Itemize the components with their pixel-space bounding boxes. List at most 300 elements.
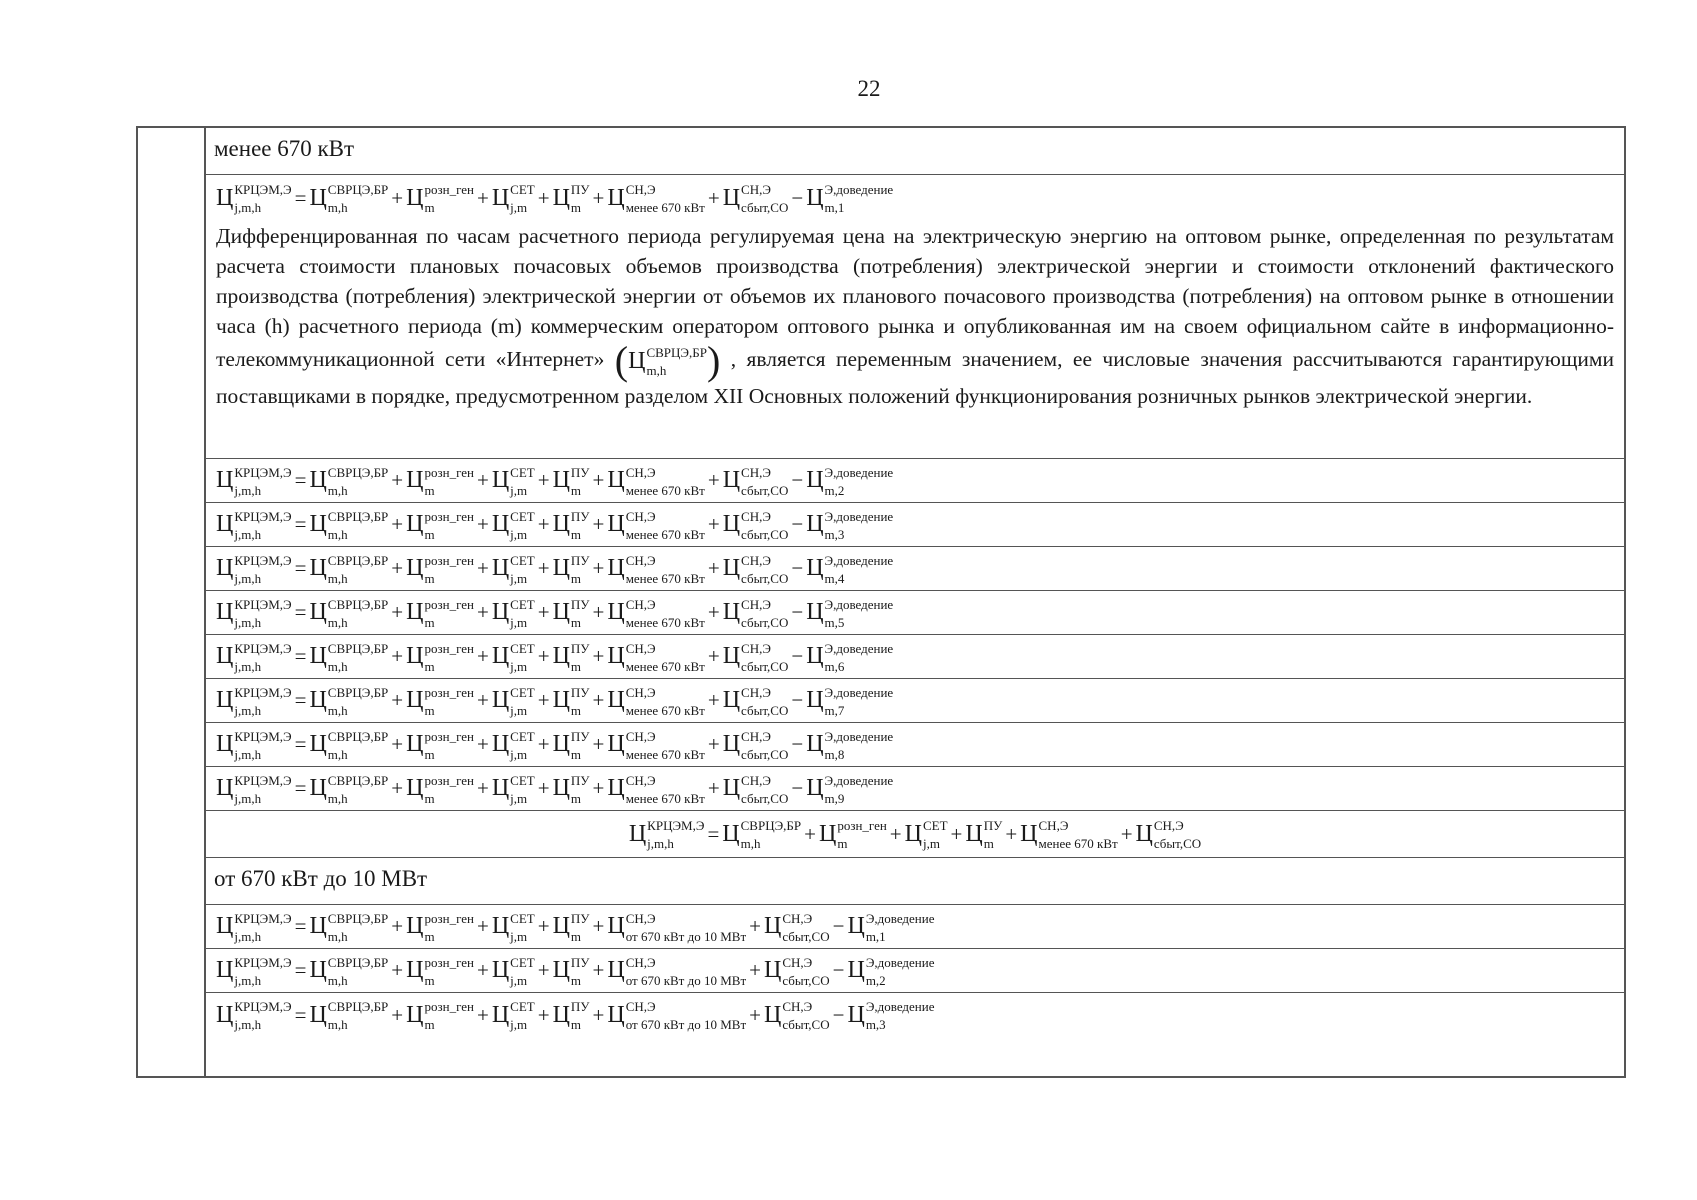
- superscript: СЕТ: [510, 772, 535, 788]
- operator: +: [592, 958, 605, 982]
- tariff-table: [136, 126, 1626, 1078]
- price-symbol: Ц: [309, 643, 327, 669]
- price-term: [406, 910, 474, 944]
- price-symbol: Ц: [309, 555, 327, 581]
- superscript: СЕТ: [510, 999, 535, 1014]
- subscript: m,h: [327, 972, 348, 988]
- price-symbol: Ц: [216, 687, 234, 713]
- superscript: розн_ген: [424, 954, 474, 970]
- description-text: [206, 221, 1624, 411]
- price-symbol: Ц: [607, 913, 625, 939]
- operator: +: [476, 688, 489, 712]
- operator: +: [476, 732, 489, 756]
- price-symbol: Ц: [491, 511, 510, 537]
- subscript: менее 670 кВт: [625, 790, 705, 806]
- superscript: СВРЦЭ,БР: [327, 640, 389, 656]
- operator: +: [391, 468, 404, 492]
- price-symbol: Ц: [552, 731, 570, 757]
- subscript: m,h: [740, 836, 761, 851]
- subscript: j,m: [510, 972, 528, 988]
- price-term: [1020, 818, 1118, 851]
- subscript: m,h: [327, 928, 348, 944]
- price-term: [406, 999, 474, 1032]
- price-symbol: Ц: [406, 913, 424, 939]
- formula: [206, 949, 1624, 992]
- price-symbol: Ц: [309, 731, 327, 757]
- operator: +: [391, 556, 404, 580]
- price-symbol: Ц: [607, 511, 625, 537]
- price-term: [309, 182, 389, 215]
- operator: −: [791, 468, 804, 492]
- subscript: m: [424, 570, 435, 586]
- price-term: [491, 954, 535, 988]
- subscript: m: [570, 972, 582, 988]
- superscript: СВРЦЭ,БР: [327, 552, 389, 568]
- subscript: m,2: [865, 972, 886, 988]
- superscript: СВРЦЭ,БР: [327, 728, 389, 744]
- formula-lhs: [628, 818, 705, 851]
- price-symbol: Ц: [722, 643, 741, 669]
- price-term: [722, 728, 789, 762]
- subscript: j,m,h: [234, 1017, 262, 1032]
- description-row: [206, 175, 1624, 459]
- subscript: m: [570, 928, 582, 944]
- subscript: сбыт,СО: [741, 200, 789, 215]
- operator: +: [707, 644, 720, 668]
- superscript: СЕТ: [510, 596, 535, 612]
- section-heading: менее 670 кВт: [214, 136, 355, 161]
- operator: +: [391, 914, 404, 938]
- subscript: менее 670 кВт: [625, 702, 705, 718]
- operator: +: [707, 600, 720, 624]
- formula-row: [206, 949, 1624, 993]
- subscript: m,h: [327, 1017, 348, 1032]
- superscript: ПУ: [570, 552, 590, 568]
- subscript: m: [570, 658, 582, 674]
- section-heading-row: [206, 128, 1624, 175]
- superscript: Э,доведение: [865, 954, 935, 970]
- subscript: j,m: [510, 526, 528, 542]
- section-heading-row: [206, 858, 1624, 905]
- price-term: [406, 596, 474, 630]
- subscript: m: [424, 790, 435, 806]
- price-term: [607, 464, 705, 498]
- superscript: розн_ген: [424, 182, 474, 197]
- superscript: ПУ: [570, 640, 590, 656]
- operator: =: [294, 185, 307, 210]
- superscript: Э,доведение: [824, 684, 894, 700]
- price-term: [309, 508, 389, 542]
- superscript: КРЦЭМ,Э: [234, 552, 292, 568]
- formula-lhs: [216, 772, 292, 806]
- subscript: j,m,h: [234, 746, 262, 762]
- subscript: сбыт,СО: [782, 928, 830, 944]
- subscript: сбыт,СО: [782, 972, 830, 988]
- operator: +: [707, 776, 720, 800]
- price-symbol: Ц: [847, 913, 865, 939]
- description-part2: , является переменным значением, ее числовые значения рассчитываются гарантирующими поставщиками в порядке, предусмотренном разделом XII Основных положений функционирования розничных рынков электрической энергии.: [216, 346, 1615, 408]
- subscript: j,m,h: [647, 836, 674, 851]
- price-term: [552, 596, 590, 630]
- price-symbol: Ц: [552, 184, 570, 211]
- price-term: [552, 910, 590, 944]
- formula: [206, 723, 1624, 766]
- subscript: менее 670 кВт: [625, 614, 705, 630]
- subscript: менее 670 кВт: [625, 570, 705, 586]
- subscript: m,h: [327, 482, 348, 498]
- operator: −: [791, 600, 804, 624]
- operator: +: [537, 1002, 550, 1027]
- operator: =: [294, 958, 307, 982]
- price-term: [406, 182, 474, 215]
- price-symbol: Ц: [806, 184, 824, 211]
- superscript: розн_ген: [424, 910, 474, 926]
- formula: [206, 591, 1624, 634]
- superscript: розн_ген: [424, 464, 474, 480]
- price-term: [491, 910, 535, 944]
- subscript: менее 670 кВт: [625, 482, 705, 498]
- superscript: Э,доведение: [824, 508, 894, 524]
- subscript: j,m,h: [234, 200, 262, 215]
- price-term: [607, 999, 747, 1032]
- formula-row: [206, 679, 1624, 723]
- price-symbol: Ц: [216, 467, 234, 493]
- operator: +: [804, 821, 816, 846]
- price-symbol: Ц: [806, 467, 824, 493]
- formula: [206, 459, 1624, 502]
- price-symbol: Ц: [847, 1001, 865, 1028]
- superscript: СН,Э: [782, 910, 813, 926]
- superscript: СН,Э: [741, 552, 771, 568]
- price-symbol: Ц: [552, 913, 570, 939]
- operator: +: [476, 776, 489, 800]
- subscript: m,5: [824, 614, 845, 630]
- formula-minus-term: [806, 772, 894, 806]
- price-symbol: Ц: [607, 555, 625, 581]
- subscript: m,1: [865, 928, 886, 944]
- operator: +: [391, 732, 404, 756]
- operator: +: [592, 688, 605, 712]
- subscript: j,m: [510, 658, 528, 674]
- price-term: [491, 508, 535, 542]
- superscript: розн_ген: [424, 552, 474, 568]
- operator: +: [749, 914, 761, 938]
- price-symbol: Ц: [406, 957, 424, 983]
- operator: +: [537, 958, 550, 982]
- price-symbol: Ц: [847, 957, 865, 983]
- operator: +: [476, 600, 489, 624]
- formula-minus-term: [806, 684, 894, 718]
- subscript: сбыт,СО: [782, 1017, 830, 1032]
- subscript: m,4: [824, 570, 845, 586]
- formula-minus-term: [806, 464, 894, 498]
- price-symbol: Ц: [552, 775, 570, 801]
- superscript: КРЦЭМ,Э: [234, 728, 292, 744]
- price-term: [552, 552, 590, 586]
- price-term: [309, 684, 389, 718]
- superscript: ПУ: [983, 818, 1003, 833]
- price-term: [607, 640, 705, 674]
- superscript: СН,Э: [625, 999, 656, 1014]
- subscript: m: [570, 790, 582, 806]
- superscript: ПУ: [570, 508, 590, 524]
- price-symbol: Ц: [406, 511, 424, 537]
- superscript: СЕТ: [510, 508, 535, 524]
- operator: +: [537, 644, 550, 668]
- operator: +: [537, 556, 550, 580]
- price-symbol: Ц: [552, 687, 570, 713]
- operator: +: [592, 556, 605, 580]
- subscript: менее 670 кВт: [625, 658, 705, 674]
- superscript: СЕТ: [510, 640, 535, 656]
- operator: +: [592, 1002, 605, 1027]
- operator: +: [391, 185, 404, 210]
- price-symbol: Ц: [722, 775, 741, 801]
- subscript: j,m: [922, 836, 940, 851]
- superscript: Э,доведение: [824, 464, 894, 480]
- superscript: СН,Э: [741, 464, 771, 480]
- formula-minus-term: [806, 552, 894, 586]
- operator: +: [391, 688, 404, 712]
- operator: +: [391, 644, 404, 668]
- price-term: [491, 464, 535, 498]
- price-term: [406, 552, 474, 586]
- price-symbol: Ц: [607, 184, 625, 211]
- price-symbol: Ц: [216, 511, 234, 537]
- price-symbol: Ц: [216, 775, 234, 801]
- formula-row: [206, 767, 1624, 811]
- superscript: СВРЦЭ,БР: [327, 772, 389, 788]
- price-term: [406, 684, 474, 718]
- price-term: [607, 684, 705, 718]
- subscript: j,m,h: [234, 928, 262, 944]
- operator: +: [707, 732, 720, 756]
- formula-lhs: [216, 464, 292, 498]
- price-symbol: Ц: [965, 820, 983, 847]
- operator: =: [294, 732, 307, 756]
- price-symbol: Ц: [491, 775, 510, 801]
- superscript: Э,доведение: [824, 772, 894, 788]
- operator: +: [476, 512, 489, 536]
- formula-lhs: [216, 728, 292, 762]
- operator: +: [592, 468, 605, 492]
- superscript: КРЦЭМ,Э: [234, 999, 292, 1014]
- superscript: Э,доведение: [824, 596, 894, 612]
- subscript: m: [424, 614, 435, 630]
- price-symbol: Ц: [818, 820, 837, 847]
- formula: [206, 679, 1624, 722]
- price-term: [309, 640, 389, 674]
- price-symbol: Ц: [607, 599, 625, 625]
- subscript: j,m: [510, 702, 528, 718]
- subscript: m: [570, 1017, 582, 1032]
- superscript: розн_ген: [837, 818, 887, 833]
- subscript: m,7: [824, 702, 845, 718]
- price-term: [491, 182, 535, 215]
- price-term: [309, 999, 389, 1032]
- price-symbol: Ц: [491, 467, 510, 493]
- operator: =: [294, 776, 307, 800]
- operator: +: [391, 1002, 404, 1027]
- price-term: [491, 640, 535, 674]
- superscript: СН,Э: [741, 684, 771, 700]
- price-term: [552, 508, 590, 542]
- operator: =: [707, 821, 720, 846]
- price-term: [491, 728, 535, 762]
- operator: =: [294, 914, 307, 938]
- price-symbol: Ц: [722, 555, 741, 581]
- superscript: КРЦЭМ,Э: [234, 640, 292, 656]
- description-symbol: ( Ц СВРЦЭ,БР m,h ): [614, 338, 721, 383]
- operator: +: [1120, 821, 1133, 846]
- superscript: СЕТ: [510, 954, 535, 970]
- price-term: [607, 954, 747, 988]
- description-part1: Дифференцированная по часам расчетного периода регулируемая цена на электрическую энергию на оптовом рынке, определенная по результатам расчета стоимости плановых почасовых объемов производства (потребления) электрической энергии и стоимости отклонений фактического производства (потребления) электрической энергии от объемов их планового почасового производства (потребления) на оптовом рынке в отношении часа (h) расчетного периода (m) коммерческим оператором оптового рынка и опубликованная им на своем официальном сайте в информационно-телекоммуникационной сети «Интернет»: [216, 224, 1614, 371]
- superscript: СВРЦЭ,БР: [327, 464, 389, 480]
- price-symbol: Ц: [406, 467, 424, 493]
- operator: +: [537, 914, 550, 938]
- formula-minus-term: [806, 728, 894, 762]
- formula: [206, 811, 1624, 857]
- superscript: ПУ: [570, 999, 590, 1014]
- formula-minus-term: [806, 596, 894, 630]
- superscript: ПУ: [570, 954, 590, 970]
- price-term: [904, 818, 948, 851]
- price-term: [552, 464, 590, 498]
- superscript: СВРЦЭ,БР: [327, 508, 389, 524]
- subscript: j,m: [510, 790, 528, 806]
- superscript: розн_ген: [424, 728, 474, 744]
- superscript: ПУ: [570, 182, 590, 197]
- price-symbol: Ц: [806, 775, 824, 801]
- page-number: 22: [857, 76, 881, 101]
- operator: +: [391, 776, 404, 800]
- operator: +: [592, 600, 605, 624]
- price-symbol: Ц: [406, 184, 424, 211]
- formula-minus-term: [806, 640, 894, 674]
- price-term: [722, 818, 802, 851]
- price-term: [763, 910, 830, 944]
- superscript: Э,доведение: [824, 640, 894, 656]
- price-term: [491, 596, 535, 630]
- formula: [206, 767, 1624, 810]
- table-rows: [206, 128, 1624, 1037]
- price-term: [309, 464, 389, 498]
- superscript: СЕТ: [510, 464, 535, 480]
- price-term: [607, 508, 705, 542]
- superscript: СН,Э: [741, 640, 771, 656]
- price-symbol: Ц: [309, 511, 327, 537]
- price-symbol: Ц: [722, 731, 741, 757]
- operator: +: [592, 644, 605, 668]
- subscript: m: [837, 836, 848, 851]
- price-term: [406, 772, 474, 806]
- operator: =: [294, 644, 307, 668]
- price-symbol: Ц: [763, 957, 782, 983]
- subscript: m,h: [327, 526, 348, 542]
- superscript: СЕТ: [510, 910, 535, 926]
- subscript: m: [570, 746, 582, 762]
- superscript: Э,доведение: [865, 910, 935, 926]
- superscript: СН,Э: [1038, 818, 1069, 833]
- subscript: сбыт,СО: [741, 746, 789, 762]
- formula-minus-term: [847, 910, 935, 944]
- price-symbol: Ц: [722, 599, 741, 625]
- price-symbol: Ц: [552, 599, 570, 625]
- operator: +: [476, 958, 489, 982]
- operator: +: [537, 688, 550, 712]
- subscript: j,m: [510, 928, 528, 944]
- price-symbol: Ц: [552, 957, 570, 983]
- price-symbol: Ц: [607, 467, 625, 493]
- operator: +: [707, 512, 720, 536]
- formula: [206, 175, 1624, 221]
- operator: +: [592, 732, 605, 756]
- price-term: [722, 552, 789, 586]
- price-symbol: Ц: [216, 731, 234, 757]
- formula-lhs: [216, 596, 292, 630]
- subscript: m: [424, 1017, 435, 1032]
- formula: [206, 905, 1624, 948]
- superscript: СН,Э: [741, 182, 771, 197]
- superscript: КРЦЭМ,Э: [234, 684, 292, 700]
- price-symbol: Ц: [806, 643, 824, 669]
- operator: +: [749, 958, 761, 982]
- superscript: СН,Э: [625, 640, 656, 656]
- superscript: СН,Э: [625, 728, 656, 744]
- price-symbol: Ц: [216, 599, 234, 625]
- superscript: СН,Э: [625, 182, 656, 197]
- superscript: СВРЦЭ,БР: [327, 182, 389, 197]
- superscript: СВРЦЭ,БР: [327, 684, 389, 700]
- superscript: КРЦЭМ,Э: [234, 954, 292, 970]
- price-symbol: Ц: [552, 1001, 570, 1028]
- subscript: m: [570, 526, 582, 542]
- price-symbol: Ц: [309, 957, 327, 983]
- price-term: [406, 508, 474, 542]
- subscript: j,m: [510, 746, 528, 762]
- subscript: j,m,h: [234, 972, 262, 988]
- operator: =: [294, 556, 307, 580]
- formula-row: [206, 591, 1624, 635]
- subscript: m: [424, 702, 435, 718]
- symbol-sup: СВРЦЭ,БР: [646, 345, 707, 360]
- operator: −: [791, 776, 804, 800]
- price-symbol: Ц: [607, 775, 625, 801]
- subscript: m,1: [824, 200, 845, 215]
- price-symbol: Ц: [763, 1001, 782, 1028]
- operator: +: [537, 776, 550, 800]
- price-term: [552, 772, 590, 806]
- price-term: [607, 910, 747, 944]
- subscript: j,m,h: [234, 526, 262, 542]
- superscript: СН,Э: [625, 772, 656, 788]
- superscript: Э,доведение: [865, 999, 935, 1014]
- subscript: m,h: [327, 702, 348, 718]
- subscript: m,6: [824, 658, 845, 674]
- superscript: КРЦЭМ,Э: [234, 772, 292, 788]
- price-term: [406, 954, 474, 988]
- operator: +: [476, 1002, 489, 1027]
- superscript: КРЦЭМ,Э: [234, 910, 292, 926]
- price-term: [491, 552, 535, 586]
- operator: +: [476, 644, 489, 668]
- subscript: j,m,h: [234, 658, 262, 674]
- price-term: [552, 640, 590, 674]
- price-term: [763, 954, 830, 988]
- formula: [206, 635, 1624, 678]
- subscript: сбыт,СО: [741, 658, 789, 674]
